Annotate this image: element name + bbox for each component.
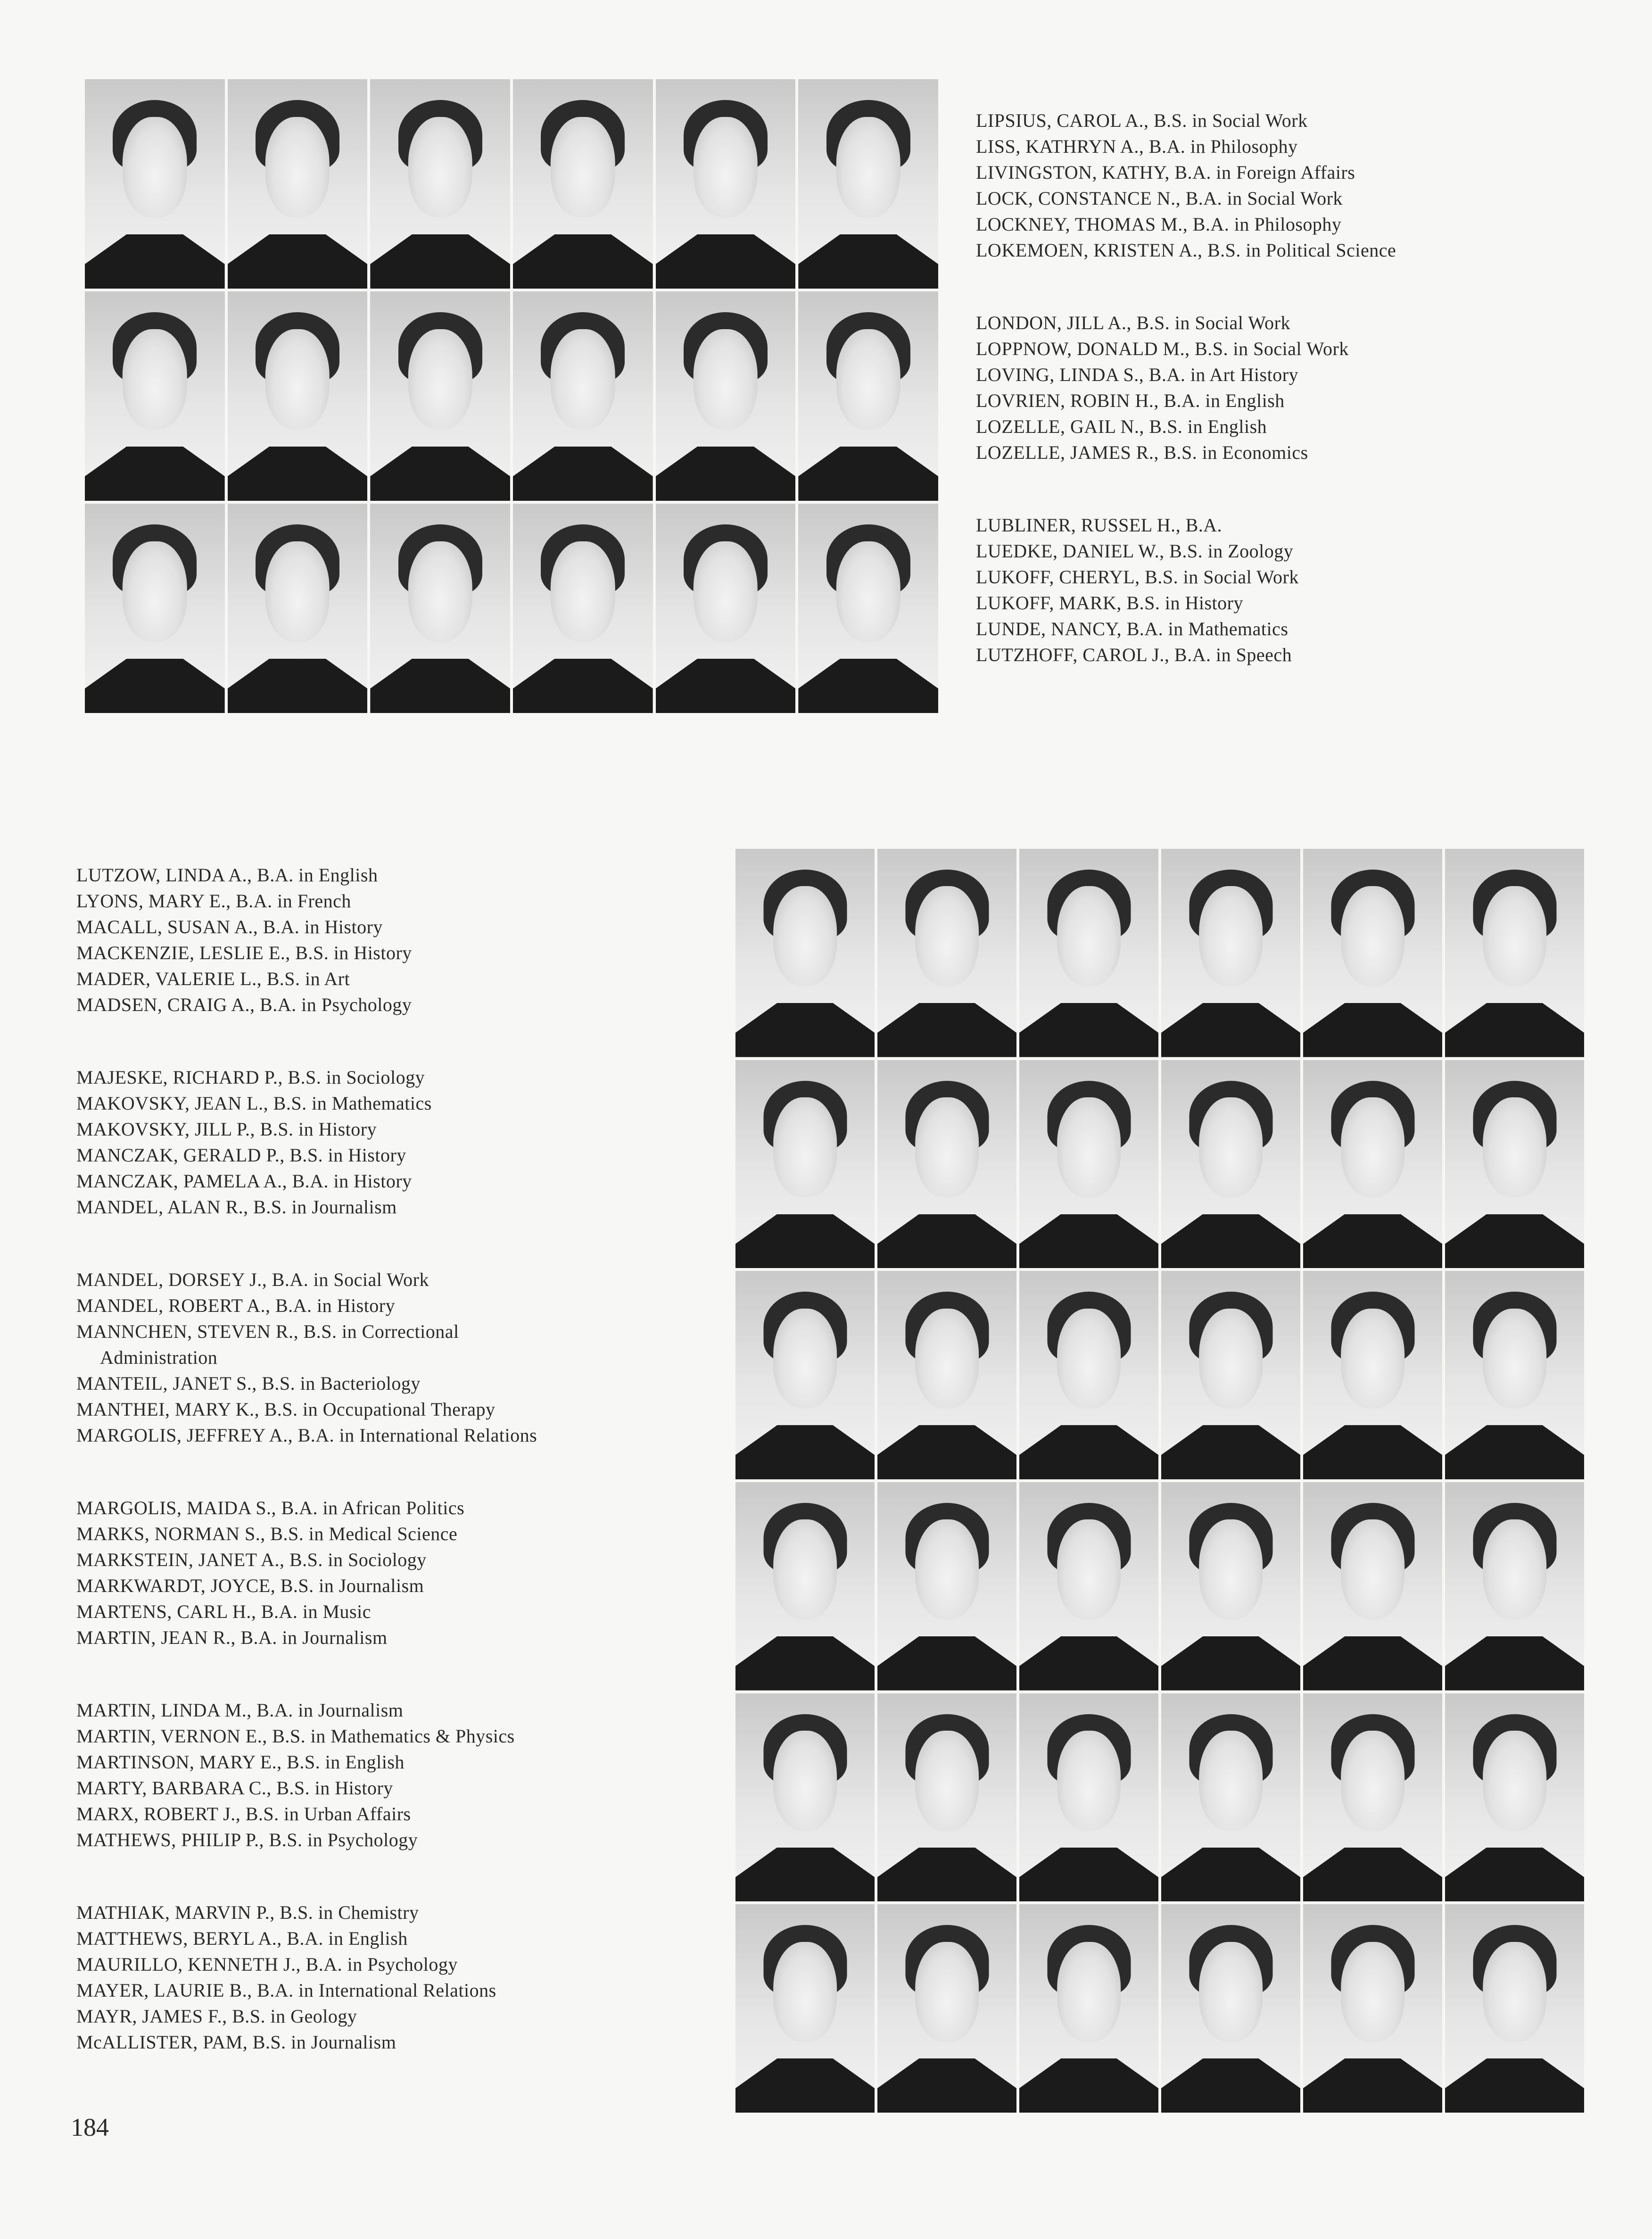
student-entry: MADER, VALERIE L., B.S. in Art: [76, 968, 350, 989]
portrait-shoulders: [1161, 1425, 1300, 1479]
portrait-shoulders: [798, 447, 938, 501]
portrait-head: [1483, 1097, 1547, 1197]
name-group: [976, 512, 1396, 668]
portrait-head: [408, 329, 472, 430]
portrait-photo: [1303, 849, 1442, 1057]
portrait-photo: [1303, 1904, 1442, 2113]
student-entry: MATHIAK, MARVIN P., B.S. in Chemistry: [76, 1902, 419, 1923]
portrait-photo: [656, 79, 796, 289]
portrait-photo: [85, 79, 225, 289]
portrait-shoulders: [877, 1425, 1016, 1479]
portrait-shoulders: [798, 659, 938, 713]
portrait-head: [1199, 1731, 1263, 1831]
portrait-head: [836, 541, 900, 642]
portrait-head: [1199, 1097, 1263, 1197]
portrait-photo: [85, 291, 225, 501]
student-entry: MAURILLO, KENNETH J., B.A. in Psychology: [76, 1954, 458, 1975]
portrait-shoulders: [513, 447, 653, 501]
student-entry: McALLISTER, PAM, B.S. in Journalism: [76, 2032, 396, 2053]
student-entry: MARTIN, JEAN R., B.A. in Journalism: [76, 1627, 388, 1648]
name-group: [76, 1899, 537, 2055]
student-entry: LOVING, LINDA S., B.A. in Art History: [976, 364, 1299, 385]
portrait-photo: [656, 291, 796, 501]
portrait-photo: [1445, 1693, 1584, 1902]
student-entry: MATTHEWS, BERYL A., B.A. in English: [76, 1928, 408, 1949]
portrait-shoulders: [370, 659, 510, 713]
portrait-head: [1341, 1942, 1405, 2042]
portrait-shoulders: [1445, 1425, 1584, 1479]
portrait-photo: [1161, 1060, 1300, 1269]
portrait-photo: [735, 1060, 875, 1269]
portrait-photo: [1445, 1060, 1584, 1269]
portrait-shoulders: [1161, 1636, 1300, 1691]
portrait-shoulders: [1019, 1636, 1158, 1691]
portrait-head: [551, 329, 615, 430]
portrait-shoulders: [1445, 1636, 1584, 1691]
portrait-shoulders: [370, 447, 510, 501]
portrait-head: [1057, 1097, 1121, 1197]
portrait-shoulders: [228, 659, 368, 713]
name-group: [76, 1064, 537, 1220]
student-entry: LIPSIUS, CAROL A., B.S. in Social Work: [976, 110, 1308, 131]
portrait-head: [773, 1309, 837, 1409]
portrait-photo: [85, 504, 225, 713]
portrait-head: [694, 117, 758, 217]
portrait-photo: [877, 1482, 1016, 1691]
portrait-head: [1483, 1519, 1547, 1619]
portrait-photo: [1161, 1271, 1300, 1479]
name-group: [76, 1697, 537, 1853]
portrait-photo: [1445, 1482, 1584, 1691]
portrait-head: [265, 117, 330, 217]
portrait-shoulders: [1445, 1214, 1584, 1269]
portrait-shoulders: [1019, 1425, 1158, 1479]
student-entry: LOZELLE, GAIL N., B.S. in English: [976, 416, 1267, 437]
portrait-photo: [1019, 1693, 1158, 1902]
portrait-head: [123, 541, 187, 642]
name-group: [76, 1267, 537, 1448]
portrait-shoulders: [1445, 1003, 1584, 1057]
portrait-photo: [798, 79, 938, 289]
portrait-head: [1199, 1942, 1263, 2042]
portrait-photo: [228, 291, 368, 501]
student-entry: LUTZHOFF, CAROL J., B.A. in Speech: [976, 644, 1292, 665]
student-entry: MAKOVSKY, JILL P., B.S. in History: [76, 1119, 377, 1140]
student-entry: LUBLINER, RUSSEL H., B.A.: [976, 514, 1222, 536]
portrait-photo: [513, 291, 653, 501]
student-entry: MANNCHEN, STEVEN R., B.S. in Correctional: [76, 1321, 459, 1342]
student-entry: LUEDKE, DANIEL W., B.S. in Zoology: [976, 540, 1294, 562]
portrait-head: [836, 117, 900, 217]
portrait-shoulders: [735, 1636, 875, 1691]
student-entry: MAYR, JAMES F., B.S. in Geology: [76, 2006, 357, 2027]
portrait-head: [915, 1942, 979, 2042]
portrait-photo: [228, 504, 368, 713]
student-entry: LOPPNOW, DONALD M., B.S. in Social Work: [976, 338, 1349, 359]
portrait-photo: [798, 504, 938, 713]
name-group: [76, 862, 537, 1018]
portrait-photo: [228, 79, 368, 289]
portrait-shoulders: [735, 1848, 875, 1902]
portrait-shoulders: [1445, 2058, 1584, 2113]
portrait-shoulders: [85, 447, 225, 501]
student-entry: MARGOLIS, JEFFREY A., B.A. in International Relations: [76, 1425, 537, 1446]
portrait-shoulders: [1303, 1425, 1442, 1479]
top-photo-grid: [85, 79, 938, 713]
portrait-shoulders: [798, 234, 938, 289]
portrait-shoulders: [735, 1425, 875, 1479]
student-entry: LOVRIEN, ROBIN H., B.A. in English: [976, 390, 1285, 411]
portrait-head: [123, 329, 187, 430]
student-entry: MARTY, BARBARA C., B.S. in History: [76, 1777, 393, 1799]
portrait-head: [1057, 886, 1121, 986]
portrait-shoulders: [1019, 2058, 1158, 2113]
student-entry: MAYER, LAURIE B., B.A. in International Relations: [76, 1980, 496, 2001]
student-entry: MACALL, SUSAN A., B.A. in History: [76, 916, 383, 937]
portrait-head: [694, 541, 758, 642]
student-entry: MANTEIL, JANET S., B.S. in Bacteriology: [76, 1373, 421, 1394]
portrait-head: [836, 329, 900, 430]
student-entry: MANCZAK, PAMELA A., B.A. in History: [76, 1170, 412, 1192]
portrait-photo: [1019, 1482, 1158, 1691]
portrait-shoulders: [228, 447, 368, 501]
student-entry: MAKOVSKY, JEAN L., B.S. in Mathematics: [76, 1093, 432, 1114]
student-entry: LUKOFF, CHERYL, B.S. in Social Work: [976, 566, 1299, 588]
portrait-photo: [1161, 1693, 1300, 1902]
portrait-photo: [1445, 1271, 1584, 1479]
portrait-shoulders: [1303, 1636, 1442, 1691]
student-entry: MANDEL, DORSEY J., B.A. in Social Work: [76, 1269, 430, 1290]
portrait-shoulders: [1161, 2058, 1300, 2113]
portrait-head: [265, 329, 330, 430]
portrait-shoulders: [877, 1003, 1016, 1057]
portrait-head: [1483, 1309, 1547, 1409]
portrait-photo: [1303, 1482, 1442, 1691]
portrait-photo: [1445, 849, 1584, 1057]
portrait-head: [773, 886, 837, 986]
student-entry: MARTINSON, MARY E., B.S. in English: [76, 1751, 405, 1773]
portrait-head: [1199, 886, 1263, 986]
student-entry: MARTIN, VERNON E., B.S. in Mathematics & Physics: [76, 1725, 515, 1747]
portrait-shoulders: [1303, 2058, 1442, 2113]
portrait-shoulders: [1019, 1003, 1158, 1057]
student-entry: MARX, ROBERT J., B.S. in Urban Affairs: [76, 1803, 411, 1824]
portrait-shoulders: [1445, 1848, 1584, 1902]
portrait-shoulders: [656, 447, 796, 501]
bottom-photo-grid: [735, 849, 1584, 2113]
student-entry: MANCZAK, GERALD P., B.S. in History: [76, 1144, 406, 1166]
portrait-head: [1199, 1519, 1263, 1619]
name-group: [976, 108, 1396, 263]
portrait-head: [1341, 1731, 1405, 1831]
portrait-shoulders: [1019, 1848, 1158, 1902]
student-entry: MARKWARDT, JOYCE, B.S. in Journalism: [76, 1575, 424, 1596]
portrait-shoulders: [1303, 1003, 1442, 1057]
student-entry: LUKOFF, MARK, B.S. in History: [976, 592, 1243, 614]
portrait-photo: [735, 1482, 875, 1691]
student-entry: LOKEMOEN, KRISTEN A., B.S. in Political Science: [976, 240, 1396, 261]
portrait-photo: [735, 1904, 875, 2113]
portrait-photo: [370, 291, 510, 501]
portrait-photo: [1019, 1060, 1158, 1269]
portrait-photo: [513, 504, 653, 713]
portrait-shoulders: [735, 2058, 875, 2113]
portrait-head: [1057, 1942, 1121, 2042]
portrait-shoulders: [656, 234, 796, 289]
top-name-list: [976, 108, 1396, 714]
portrait-photo: [877, 849, 1016, 1057]
portrait-photo: [1303, 1060, 1442, 1269]
name-group: [976, 310, 1396, 465]
student-entry: LUNDE, NANCY, B.A. in Mathematics: [976, 618, 1289, 639]
portrait-shoulders: [735, 1214, 875, 1269]
portrait-photo: [1303, 1693, 1442, 1902]
portrait-photo: [735, 1271, 875, 1479]
portrait-head: [408, 117, 472, 217]
portrait-head: [915, 886, 979, 986]
portrait-head: [915, 1731, 979, 1831]
portrait-head: [1341, 1519, 1405, 1619]
portrait-shoulders: [735, 1003, 875, 1057]
portrait-photo: [1019, 1271, 1158, 1479]
student-entry: LISS, KATHRYN A., B.A. in Philosophy: [976, 136, 1298, 157]
portrait-head: [1483, 886, 1547, 986]
portrait-head: [1483, 1731, 1547, 1831]
portrait-head: [551, 541, 615, 642]
student-entry: MARTENS, CARL H., B.A. in Music: [76, 1601, 371, 1622]
portrait-head: [773, 1731, 837, 1831]
student-entry: LOZELLE, JAMES R., B.S. in Economics: [976, 442, 1308, 463]
student-entry: MANDEL, ROBERT A., B.A. in History: [76, 1295, 396, 1316]
portrait-shoulders: [513, 659, 653, 713]
student-entry: MAJESKE, RICHARD P., B.S. in Sociology: [76, 1067, 425, 1088]
portrait-shoulders: [656, 659, 796, 713]
portrait-photo: [370, 79, 510, 289]
student-entry: LOCK, CONSTANCE N., B.A. in Social Work: [976, 188, 1343, 209]
portrait-shoulders: [1161, 1003, 1300, 1057]
portrait-photo: [877, 1904, 1016, 2113]
student-entry: MACKENZIE, LESLIE E., B.S. in History: [76, 942, 412, 963]
portrait-shoulders: [1161, 1848, 1300, 1902]
portrait-photo: [1303, 1271, 1442, 1479]
portrait-photo: [877, 1060, 1016, 1269]
student-entry: LYONS, MARY E., B.A. in French: [76, 890, 351, 912]
portrait-head: [1341, 886, 1405, 986]
page-number: 184: [71, 2113, 109, 2141]
portrait-head: [551, 117, 615, 217]
portrait-photo: [1161, 1482, 1300, 1691]
portrait-shoulders: [877, 2058, 1016, 2113]
portrait-head: [694, 329, 758, 430]
student-entry: MANTHEI, MARY K., B.S. in Occupational Therapy: [76, 1399, 496, 1420]
portrait-head: [1341, 1309, 1405, 1409]
portrait-photo: [877, 1271, 1016, 1479]
portrait-head: [408, 541, 472, 642]
portrait-photo: [877, 1693, 1016, 1902]
name-group: [76, 1495, 537, 1650]
portrait-shoulders: [877, 1214, 1016, 1269]
student-entry: LOCKNEY, THOMAS M., B.A. in Philosophy: [976, 214, 1342, 235]
student-entry: LUTZOW, LINDA A., B.A. in English: [76, 864, 378, 886]
bottom-name-list: [76, 862, 537, 2102]
portrait-photo: [735, 1693, 875, 1902]
portrait-shoulders: [228, 234, 368, 289]
portrait-head: [1483, 1942, 1547, 2042]
portrait-head: [1057, 1731, 1121, 1831]
portrait-shoulders: [85, 659, 225, 713]
student-entry: MARKSTEIN, JANET A., B.S. in Sociology: [76, 1549, 427, 1570]
student-entry: MATHEWS, PHILIP P., B.S. in Psychology: [76, 1829, 418, 1850]
student-entry: MARGOLIS, MAIDA S., B.A. in African Politics: [76, 1497, 465, 1518]
portrait-head: [1057, 1309, 1121, 1409]
portrait-shoulders: [877, 1636, 1016, 1691]
portrait-photo: [513, 79, 653, 289]
portrait-photo: [735, 849, 875, 1057]
portrait-shoulders: [1161, 1214, 1300, 1269]
portrait-head: [123, 117, 187, 217]
student-entry-continuation: Administration: [100, 1347, 218, 1368]
student-entry: MARTIN, LINDA M., B.A. in Journalism: [76, 1700, 404, 1721]
student-entry: LIVINGSTON, KATHY, B.A. in Foreign Affairs: [976, 162, 1355, 183]
portrait-shoulders: [513, 234, 653, 289]
portrait-head: [1057, 1519, 1121, 1619]
portrait-head: [915, 1097, 979, 1197]
portrait-shoulders: [1019, 1214, 1158, 1269]
student-entry: MADSEN, CRAIG A., B.A. in Psychology: [76, 994, 412, 1015]
portrait-shoulders: [85, 234, 225, 289]
portrait-photo: [370, 504, 510, 713]
portrait-photo: [1161, 849, 1300, 1057]
portrait-head: [265, 541, 330, 642]
portrait-head: [773, 1519, 837, 1619]
portrait-head: [773, 1942, 837, 2042]
student-entry: MANDEL, ALAN R., B.S. in Journalism: [76, 1196, 397, 1218]
portrait-photo: [798, 291, 938, 501]
portrait-shoulders: [370, 234, 510, 289]
portrait-photo: [1019, 1904, 1158, 2113]
student-entry: LONDON, JILL A., B.S. in Social Work: [976, 312, 1290, 333]
portrait-head: [773, 1097, 837, 1197]
portrait-shoulders: [1303, 1848, 1442, 1902]
portrait-head: [1199, 1309, 1263, 1409]
portrait-photo: [1161, 1904, 1300, 2113]
portrait-photo: [1445, 1904, 1584, 2113]
portrait-shoulders: [1303, 1214, 1442, 1269]
portrait-head: [915, 1309, 979, 1409]
portrait-photo: [1019, 849, 1158, 1057]
portrait-head: [1341, 1097, 1405, 1197]
portrait-shoulders: [877, 1848, 1016, 1902]
portrait-head: [915, 1519, 979, 1619]
portrait-photo: [656, 504, 796, 713]
student-entry: MARKS, NORMAN S., B.S. in Medical Science: [76, 1523, 458, 1544]
